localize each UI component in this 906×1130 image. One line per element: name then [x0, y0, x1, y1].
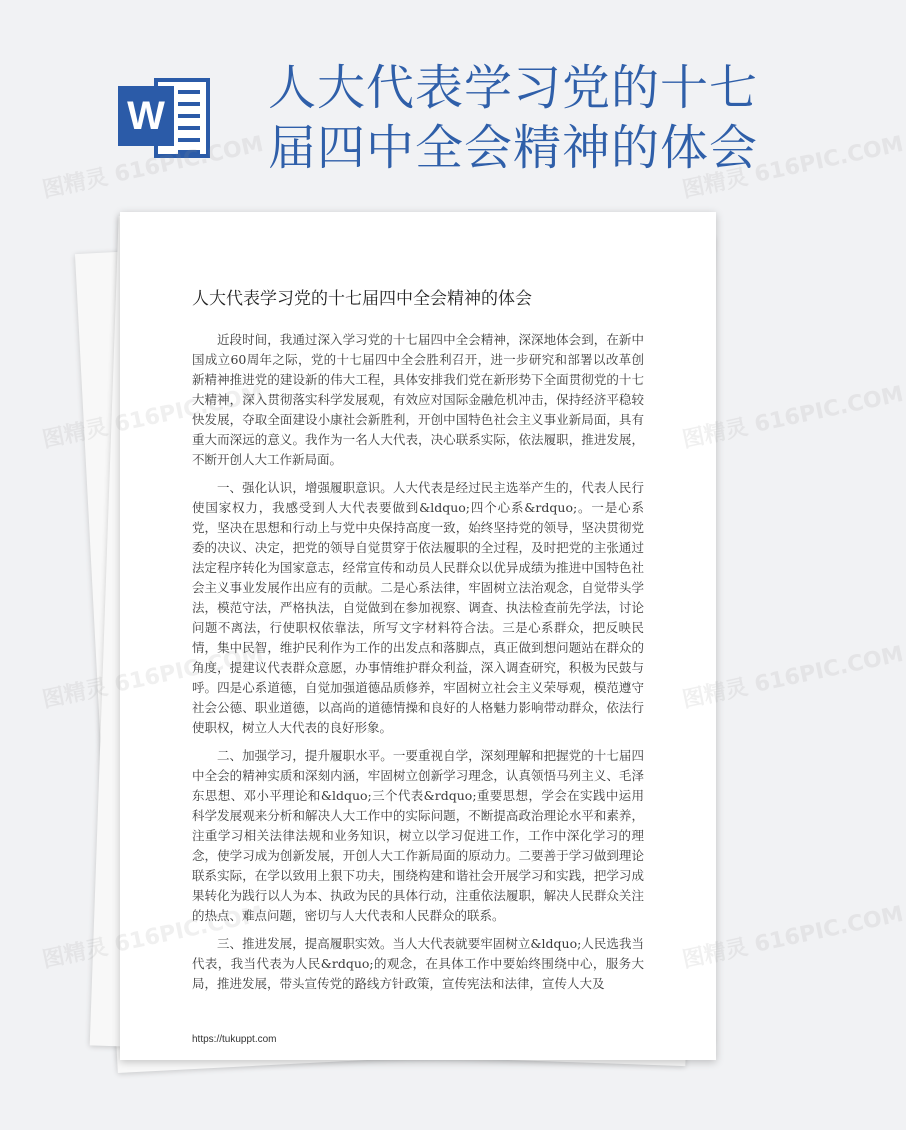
document-body [192, 330, 644, 1002]
watermark: 图精灵 [40, 934, 111, 974]
watermark: 图精灵 616PIC.COM [680, 641, 906, 714]
banner [0, 0, 800, 200]
paragraph-section-2: 二、加强学习，提升履职水平。一要重视自学，深刻理解和把握党的十七届四中全会的精神实质和深刻内涵，牢固树立创新学习理念，认真领悟马列主义、毛泽东思想、邓小平理论和&ldquo;三个代表&rdquo;重要思想，学会在实践中运用科学发展观来分析和解决人大工作中的实际问题，不断提高政治理论水平和素养，注重学习相关法律法规和业务知识，树立以学习促进工作，工作中深化学习的理念，使学习成为创新发展，开创人大工作新局面的原动力。二要善于学习做到理论联系实际，在学以致用上狠下功夫，围绕构建和谐社会开展学习和实践，把学习成果转化为践行以人为本、执政为民的具体行动，注重依法履职，解决人民群众关注的热点、难点问题，密切与人大代表和人民群众的联系。 [192, 748, 644, 923]
watermark: 图精灵 616PIC.COM [680, 381, 906, 454]
word-letter: W [118, 86, 174, 146]
paragraph-section-1: 一、强化认识，增强履职意识。人大代表是经过民主选举产生的，代表人民行使国家权力，我感受到人大代表要做到&ldquo;四个心系&rdquo;。一是心系党，坚决在思想和行动上与党中央保持高度一致，始终坚持党的领导，坚决贯彻党委的决议、决定，把党的领导自觉贯穿于依法履职的全过程，及时把党的主张通过法定程序转化为国家意志，经常宣传和动员人民群众以优异成绩为推进中国特色社会主义事业发展作出应有的贡献。二是心系法律，牢固树立法治观念，自觉带头学法，模范守法，严格执法，自觉做到在参加视察、调查、执法检查前先学法，讨论问题不离法，行使职权依靠法，所写文字材料符合法。三是心系群众，把反映民情，集中民智，维护民利作为工作的出发点和落脚点，真正做到想问题站在群众的角度，提建议代表群众意愿，办事情维护群众利益，深入调查研究，积极为民鼓与呼。四是心系道德，自觉加强道德品质修养，牢固树立社会主义荣辱观，模范遵守社会公德、职业道德，以高尚的道德情操和良好的人格魅力影响带动群众，依法行使职权，树立人大代表的良好形象。 [192, 480, 644, 735]
word-document-icon [118, 68, 214, 164]
banner-title: 人大代表学习党的十七届四中全会精神的体会 [268, 60, 759, 176]
paragraph-intro: 近段时间，我通过深入学习党的十七届四中全会精神，深深地体会到，在新中国成立60周年之际，党的十七届四中全会胜利召开，进一步研究和部署以改革创新精神推进党的建设新的伟大工程，具体安排我们党在新形势下全面贯彻党的十七大精神，深入贯彻落实科学发展观，有效应对国际金融危机冲击，保持经济平稳较快发展，夺取全面建设小康社会新胜利，开创中国特色社会主义事业新局面，具有重大而深远的意义。我作为一名人大代表，决心联系实际，依法履职，推进发展，不断开创人大工作新局面。 [192, 332, 644, 467]
watermark: 图精灵 616PIC.COM [40, 131, 266, 204]
watermark: 图精灵 [40, 414, 111, 454]
document-title: 人大代表学习党的十七届四中全会精神的体会 [192, 289, 532, 309]
paragraph-section-3: 三、推进发展，提高履职实效。当人大代表就要牢固树立&ldquo;人民选我当代表，我当代表为人民&rdquo;的观念，在具体工作中要始终围绕中心，服务大局，推进发展，带头宣传党的路线方针政策，宣传宪法和法律，宣传人大及 [192, 936, 644, 991]
watermark: 图精灵 [40, 674, 111, 714]
footer-url[interactable]: https://tukuppt.com [192, 1034, 277, 1045]
watermark: 图精灵 616PIC.COM [680, 131, 906, 204]
document-page [120, 212, 716, 1060]
watermark: 图精灵 616PIC.COM [680, 901, 906, 974]
